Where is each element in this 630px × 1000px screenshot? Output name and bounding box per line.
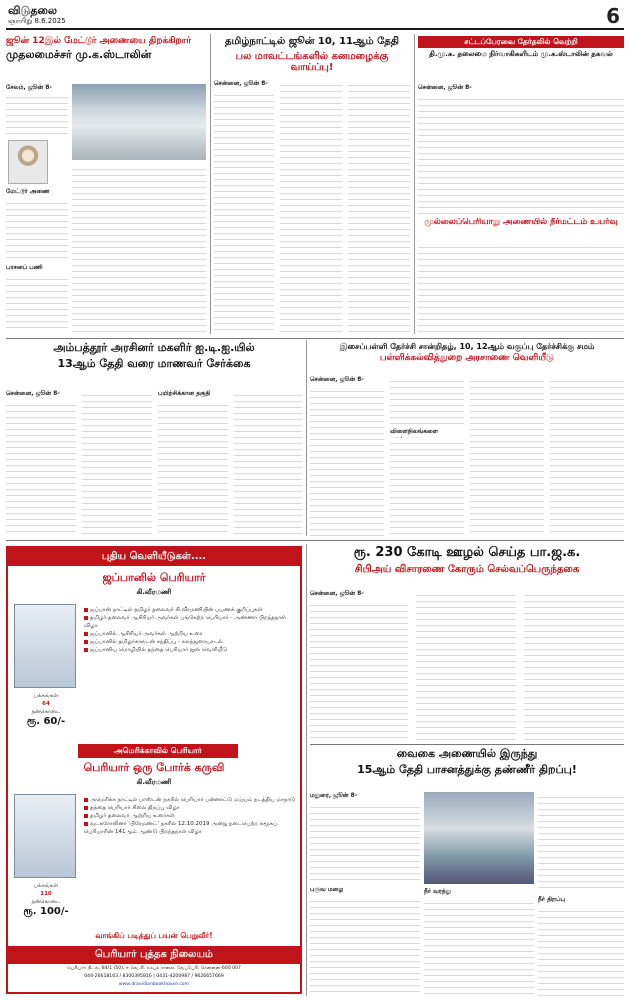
- issue-date: ஞாயிறு 8.6.2025: [8, 17, 66, 25]
- publisher-phones: 044-26618163 / 8300395816 | 0431-4200987 / 9626657669: [84, 974, 224, 979]
- bullet-icon: [84, 648, 88, 652]
- book2-pages-label: பக்கங்கள்: [33, 883, 59, 889]
- page-number: 6: [606, 4, 620, 28]
- vaigai-section-label: பருவ மழை: [310, 886, 344, 893]
- bullet-icon: [84, 814, 88, 818]
- vaigai-text-4: [538, 792, 624, 892]
- book2-points: [84, 796, 296, 836]
- rain-subhead: பல மாவட்டங்களில் கனமழைக்கு வாய்ப்பு!: [235, 50, 389, 73]
- newspaper-page: [6, 4, 624, 996]
- ad-banner: புதிய வெளியீடுகள்....: [8, 548, 300, 566]
- column-divider: [306, 544, 307, 996]
- book2-point: தந்தை பெரியார் சிலை திறப்பு விழா: [84, 804, 296, 812]
- book2-title: பெரியார் ஒரு போர்க் கருவி: [83, 761, 225, 774]
- publisher-name: பெரியார் புத்தக நிலையம்: [8, 946, 300, 964]
- publisher-address: பெரியார் திடல், 84/1 (50), ஈ.வெ.கி. சம்பத் சாலை, வேப்பேரி, சென்னை-600 007: [67, 966, 241, 971]
- bullet-icon: [84, 822, 88, 826]
- exam-text-col3: [470, 376, 544, 536]
- bullet-icon: [84, 806, 88, 810]
- paper-name: விடுதலை: [8, 4, 58, 17]
- book2-price-label: நன்கொடை: [31, 899, 61, 905]
- section-divider: [6, 540, 624, 541]
- vaigai-story-header: [310, 748, 624, 788]
- rain-text-col2: [280, 80, 342, 334]
- phone-1: 044-26618163 / 8300395816: [84, 974, 152, 979]
- ad-slogan: வாங்கிப் படித்துப் பயன் பெறுவீர்!: [95, 931, 213, 940]
- admission-text-col3: [158, 400, 228, 536]
- rain-text-col1: [214, 90, 274, 334]
- book2-point: வடகரோலினா 'பிரேமண்ட்' நகரில் 12.10.2019 அன்று நடைபெற்ற சுமூகப் பெரியாரின் 141ஆம் ஆண்டு பிறந்தநாள் விழா: [84, 821, 278, 835]
- corruption-text-col1: [310, 600, 408, 740]
- vaigai-headline: வைகை அணையில் இருந்து: [396, 748, 538, 760]
- vaigai-story-col1: [310, 792, 420, 996]
- mettur-text-block-3: [6, 274, 68, 332]
- bullet-icon: [84, 608, 88, 612]
- vaigai-text-5: [538, 906, 624, 996]
- book1-price: ரூ. 60/-: [26, 716, 66, 727]
- column-divider: [306, 340, 307, 536]
- election-subhead: தி.மு.க. தலைமை நிர்வாகிகளிடம் மு.க.ஸ்டாலின் தகவல்: [429, 50, 613, 58]
- book2-point: தமிழர் தலைவர் ஆற்றிய உரைகள்: [84, 812, 296, 820]
- mettur-story-col1: [6, 84, 68, 334]
- vaigai-story-col3: [538, 792, 624, 996]
- mullaiperiyar-text: [418, 242, 624, 334]
- bullet-icon: [84, 632, 88, 636]
- book1-pages-label: பக்கங்கள்: [33, 693, 59, 699]
- corruption-subhead: சிபிஅய் விசாரணை கோரும் செல்வப்பெருந்தகை: [354, 563, 580, 575]
- rain-story-header: [214, 36, 410, 76]
- book1-point: தமிழர் தலைவர் ஆசிரியர் அவர்கள் பங்கேற்ற பெரியார் - அண்ணா பிறந்தநாள் விழா: [84, 615, 287, 629]
- vaigai-story-col2: [424, 888, 534, 996]
- mettur-story-header: [6, 36, 206, 80]
- book2-meta: [16, 882, 76, 918]
- corruption-text-col3: [524, 590, 624, 740]
- election-story-header: [418, 36, 624, 80]
- section-divider: [310, 744, 624, 745]
- vaigai-subhead: 15ஆம் தேதி பாசனத்துக்கு தண்ணீர் திறப்பு!: [357, 762, 577, 776]
- mettur-subhead: முதலமைச்சர் மு.க.ஸ்டாலின்: [6, 48, 152, 62]
- exam-subhead: பள்ளிக்கல்வித்துறை அரசாணை வெளியீடு: [379, 353, 555, 364]
- book1-title: ஜப்பானில் பெரியார்: [102, 571, 206, 584]
- vaigai-dam-photo: [424, 792, 534, 884]
- chief-minister-photo: [8, 140, 48, 184]
- admission-subhead: 13ஆம் தேதி வரை மாணவர் சேர்க்கை: [57, 356, 251, 370]
- book1-point: ஜப்பானில் ஆசிரியர் அவர்கள் ஆற்றிய உரை: [84, 630, 296, 638]
- bullet-icon: [84, 798, 88, 802]
- admission-story-body: [6, 390, 302, 536]
- book1-price-label: நன்கொடை: [31, 709, 61, 715]
- exam-headline: இசைப்பள்ளி தேர்ச்சி சான்றிதழ், 10, 12ஆம் வகுப்பு தேர்ச்சிக்கு சமம்: [339, 342, 595, 351]
- book1-point: ஜப்பானில் தமிழர்களுடன் சந்திப்பு - கலந்துரையாடல்: [84, 638, 296, 646]
- mettur-section-label-2: பாசனப் பணி: [6, 264, 43, 271]
- vaigai-section-label-2: நீர் வரத்து: [424, 888, 452, 895]
- admission-dateline: சென்னை, ஜூன் 8-: [6, 390, 60, 397]
- exam-section-label: விளைநிலங்களை: [390, 428, 439, 435]
- exam-story-header: [310, 342, 624, 372]
- admission-story-header: [6, 342, 302, 386]
- masthead: [6, 4, 624, 30]
- book1-point: ஜப்பானிய மொழியில் தந்தை பெரியார் நூல் வெளியீடு: [84, 646, 296, 654]
- book1-points: [84, 606, 296, 654]
- mettur-section-label: மேட்டூர் அணை: [6, 188, 50, 195]
- corruption-text-col2: [416, 590, 516, 740]
- exam-text-col4: [550, 376, 624, 536]
- book2-pages: 110: [40, 891, 52, 897]
- mettur-text-columns: [72, 164, 206, 334]
- admission-text-col1: [6, 400, 76, 536]
- book-advertisement: [6, 546, 302, 994]
- corruption-story-header: [310, 546, 624, 586]
- rain-story-body: [214, 80, 410, 334]
- corruption-dateline: சென்னை, ஜூன் 8-: [310, 590, 364, 597]
- exam-text-col1: [310, 386, 384, 536]
- book2-banner: அமெரிக்காவில் பெரியார்: [78, 744, 238, 758]
- corruption-headline: ரூ. 230 கோடி ஊழல் செய்த பா.ஜ.க.: [353, 546, 581, 560]
- book1-point: ஜப்பான் நாட்டில் தமிழர் தலைவர் கி.வீரமணியின் பயணக் குறிப்புகள்: [84, 606, 296, 614]
- exam-text-col2b: [390, 438, 464, 536]
- mettur-dam-photo: [72, 84, 206, 160]
- column-divider: [414, 34, 415, 334]
- rain-text-col3: [348, 80, 410, 334]
- book1-pages: 64: [42, 701, 50, 707]
- exam-story-body: [310, 376, 624, 536]
- book2-point: அமெரிக்க நாட்டில் பாஸ்டன் நகரில் பெரியார் பன்னாட்டு மய்யம் நடத்திய மாநாடு: [84, 796, 296, 804]
- mullaiperiyar-headline: முல்லைப்பெரியாறு அணையில் நீர்மட்டம் உயர்வு: [424, 218, 618, 227]
- book2-price: ரூ. 100/-: [23, 906, 69, 917]
- election-text: [418, 94, 624, 214]
- mettur-headline: ஜூன் 12இல் மேட்டூர் அணையை திறக்கிறார்: [6, 36, 192, 46]
- admission-text-col2: [82, 390, 152, 536]
- mettur-text-block-2: [6, 198, 68, 258]
- admission-headline: அம்பத்தூர் அரசினர் மகளிர் ஐ.டி.ஐ.யில்: [53, 342, 255, 354]
- publisher-website[interactable]: www.dravidianbookhouse.com: [118, 982, 190, 987]
- rain-dateline: சென்னை, ஜூன் 8-: [214, 80, 268, 87]
- book1-meta: [16, 692, 76, 728]
- section-divider: [6, 338, 624, 339]
- corruption-story-body: [310, 590, 624, 740]
- book1-author: கி.வீரமணி: [136, 588, 172, 596]
- election-story-body: [418, 84, 624, 214]
- book2-author: கி.வீரமணி: [136, 778, 172, 786]
- mullaiperiyar-story: [418, 218, 624, 334]
- bullet-icon: [84, 616, 88, 620]
- mettur-dateline: சேலம், ஜூன் 8-: [6, 84, 52, 91]
- exam-text-col2a: [390, 376, 464, 426]
- mettur-text-block: [6, 92, 68, 136]
- vaigai-text-1: [310, 802, 420, 882]
- election-dateline: சென்னை, ஜூன் 8-: [418, 84, 472, 91]
- column-divider: [210, 34, 211, 334]
- phone-2: 0431-4200987 / 9626657669: [156, 974, 224, 979]
- rain-headline: தமிழ்நாட்டில் ஜூன் 10, 11ஆம் தேதி: [225, 36, 399, 47]
- exam-dateline: சென்னை, ஜூன் 8-: [310, 376, 364, 383]
- admission-section-label: பயிற்சிக்கான தகுதி: [158, 390, 211, 397]
- book1-cover: [14, 604, 76, 688]
- election-headline: சட்டப்பேரவை தேர்தலில் வெற்றி: [418, 36, 624, 48]
- admission-text-col4: [234, 390, 302, 536]
- vaigai-section-label-3: நீர் திறப்பு: [538, 896, 565, 903]
- vaigai-text-2: [310, 896, 420, 996]
- vaigai-dateline: மதுரை, ஜூன் 8-: [310, 792, 358, 799]
- vaigai-text-3: [424, 898, 534, 996]
- bullet-icon: [84, 640, 88, 644]
- book2-cover: [14, 794, 76, 878]
